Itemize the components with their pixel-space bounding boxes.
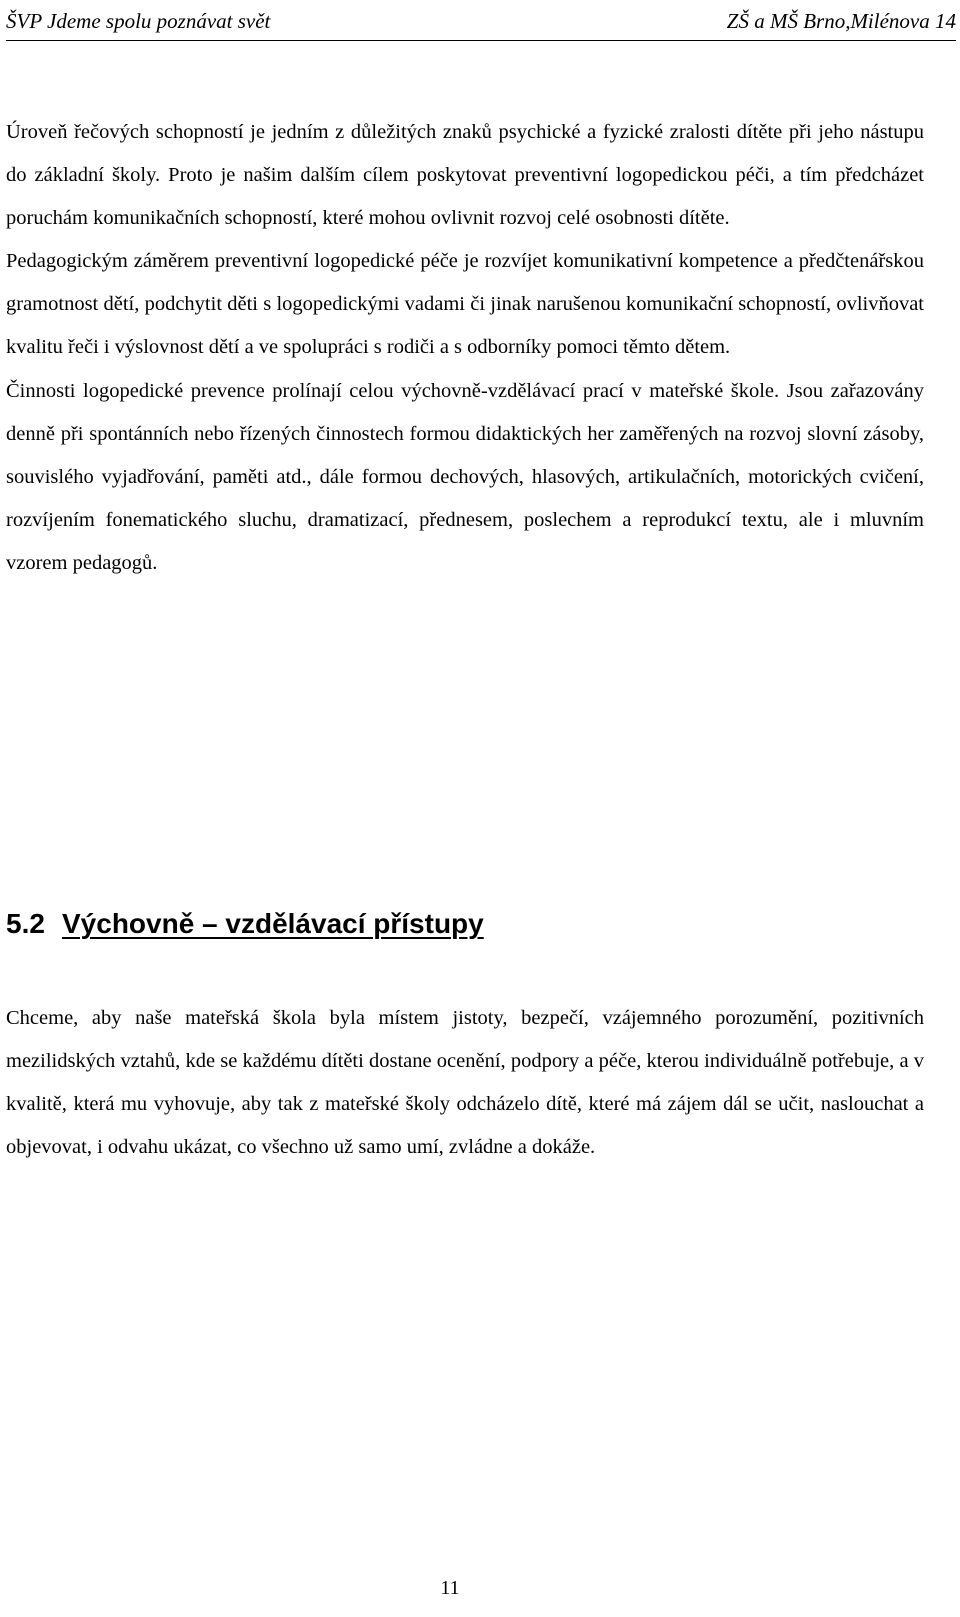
header-school-program: ŠVP Jdeme spolu poznávat svět (6, 9, 271, 33)
paragraph-pedagogical-aim: Pedagogickým záměrem preventivní logopedické péče je rozvíjet komunikativní kompetence a předčtenářskou gramotnost dětí, podchytit děti s logopedickými vadami či jinak narušenou komunikační schopností, ovlivňovat kvalitu řeči i výslovnost dětí a ve spolupráci s rodiči a s odborníky pomoci těmto dětem. (6, 250, 924, 359)
body-text-top (6, 111, 924, 585)
page-number: 11 (440, 1577, 460, 1599)
paragraph-speech-level: Úroveň řečových schopností je jedním z důležitých znaků psychické a fyzické zralosti dítěte při jeho nástupu do základní školy. Proto je našim dalším cílem poskytovat preventivní logopedickou péči, a tím předcházet poruchám komunikačních schopností, které mohou ovlivnit rozvoj celé osobnosti dítěte. (6, 121, 924, 230)
paragraph-prevention-activities: Činnosti logopedické prevence prolínají celou výchovně-vzdělávací prací v mateřské škole. Jsou zařazovány denně při spontánních nebo řízených činnostech formou didaktických her zaměřených na rozvoj slovní zásoby, souvislého vyjadřování, paměti atd., dále formou dechových, hlasových, artikulačních, motorických cvičení, rozvíjením fonematického sluchu, dramatizací, přednesem, poslechem a reprodukcí textu, ale i mluvním vzorem pedagogů. (6, 379, 924, 574)
section-title: Výchovně – vzdělávací přístupy (62, 908, 484, 939)
paragraph-approaches: Chceme, aby naše mateřská škola byla místem jistoty, bezpečí, vzájemného porozumění, pozitivních mezilidských vztahů, kde se každému dítěti dostane ocenění, podpory a péče, kterou individuálně potřebuje, a v kvalitě, která mu vyhovuje, aby tak z mateřské školy odcházelo dítě, které má zájem dál se učit, naslouchat a objevovat, i odvahu ukázat, co všechno už samo umí, zvládne a dokáže. (6, 1007, 924, 1159)
body-text-section (6, 997, 924, 1169)
section-heading (6, 904, 484, 944)
page-header (6, 4, 956, 41)
section-number: 5.2 (6, 908, 45, 939)
header-school-name: ZŠ a MŠ Brno,Milénova 14 (726, 9, 956, 33)
